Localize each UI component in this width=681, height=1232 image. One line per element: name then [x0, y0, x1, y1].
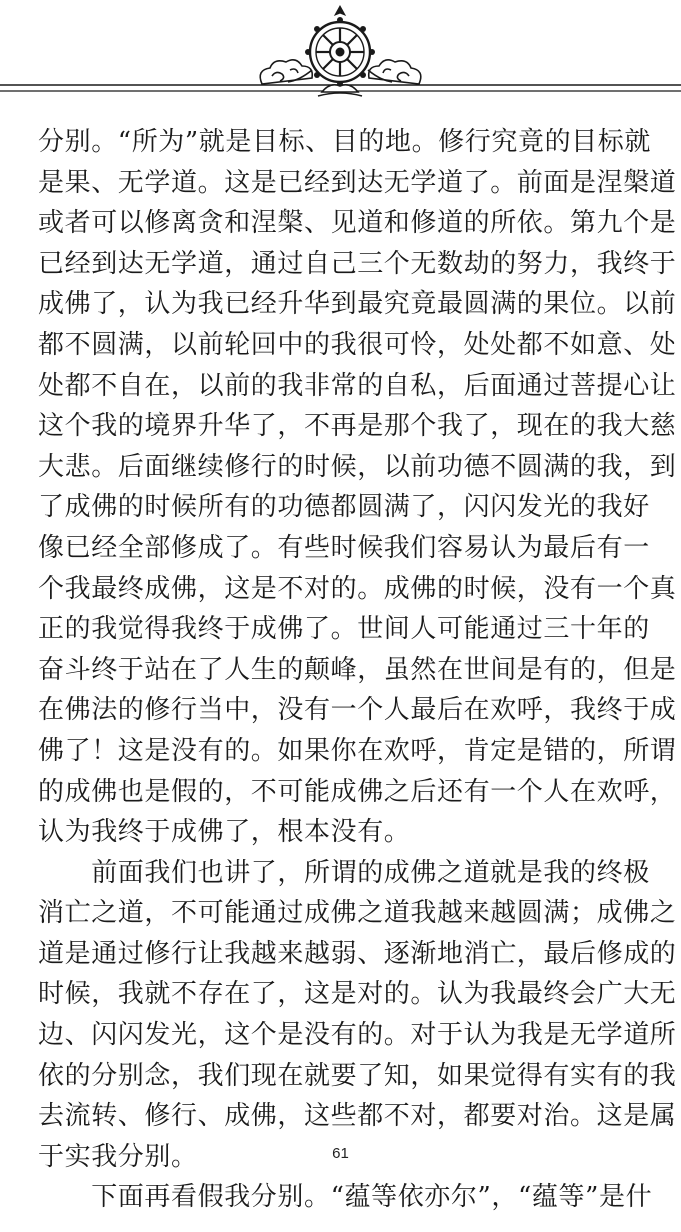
- text-line: 时候，我就不存在了，这是对的。认为我最终会广大无: [38, 979, 677, 1010]
- dharma-wheel-icon: [0, 0, 681, 110]
- text-line: 像已经全部修成了。有些时候我们容易认为最后有一: [38, 532, 650, 563]
- text-line: 或者可以修离贪和涅槃、见道和修道的所依。第九个是: [38, 208, 677, 239]
- text-line: 成佛了，认为我已经升华到最究竟最圆满的果位。以前: [38, 289, 677, 320]
- text-line: 认为我终于成佛了，根本没有。: [38, 817, 411, 848]
- text-line: 佛了！这是没有的。如果你在欢呼，肯定是错的，所谓: [38, 735, 677, 766]
- auspicious-cloud-icon-left: [260, 60, 312, 84]
- text-line: 已经到达无学道，通过自己三个无数劫的努力，我终于: [38, 248, 677, 279]
- text-line: 去流转、修行、成佛，这些都不对，都要对治。这是属: [38, 1101, 677, 1132]
- text-line: 的成佛也是假的，不可能成佛之后还有一个人在欢呼，: [38, 776, 677, 807]
- text-line: 大悲。后面继续修行的时候，以前功德不圆满的我，到: [38, 451, 677, 482]
- page-body-text: [38, 122, 677, 1218]
- text-line: 依的分别念，我们现在就要了知，如果觉得有实有的我: [38, 1060, 677, 1091]
- text-line: 道是通过修行让我越来越弱、逐渐地消亡，最后修成的: [38, 938, 677, 969]
- text-line: 在佛法的修行当中，没有一个人最后在欢呼，我终于成: [38, 695, 677, 726]
- paragraph-start-line: 下面再看假我分别。“蕴等依亦尔”，“蕴等”是什: [38, 1182, 653, 1213]
- text-line: 消亡之道，不可能通过成佛之道我越来越圆满；成佛之: [38, 898, 677, 929]
- text-line: 都不圆满，以前轮回中的我很可怜，处处都不如意、处: [38, 329, 677, 360]
- page-header-ornament: [0, 0, 681, 110]
- text-line: 于实我分别。: [38, 1141, 198, 1172]
- text-line: 处都不自在，以前的我非常的自私，后面通过菩提心让: [38, 370, 677, 401]
- text-line: 这个我的境界升华了，不再是那个我了，现在的我大慈: [38, 411, 677, 442]
- page-number: 61: [332, 1145, 349, 1162]
- text-line: 分别。“所为”就是目标、目的地。修行究竟的目标就: [38, 127, 651, 157]
- text-line: 正的我觉得我终于成佛了。世间人可能通过三十年的: [38, 614, 650, 645]
- text-line: 边、闪闪发光，这个是没有的。对于认为我是无学道所: [38, 1020, 677, 1051]
- text-line: 奋斗终于站在了人生的颠峰，虽然在世间是有的，但是: [38, 654, 677, 685]
- paragraph-start-line: 前面我们也讲了，所谓的成佛之道就是我的终极: [38, 857, 650, 888]
- text-line: 了成佛的时候所有的功德都圆满了，闪闪发光的我好: [38, 492, 650, 523]
- dharma-wheel: [288, 6, 392, 96]
- text-line: 是果、无学道。这是已经到达无学道了。前面是涅槃道: [38, 167, 677, 198]
- text-line: 个我最终成佛，这是不对的。成佛的时候，没有一个真: [38, 573, 677, 604]
- auspicious-cloud-icon-right: [369, 60, 421, 84]
